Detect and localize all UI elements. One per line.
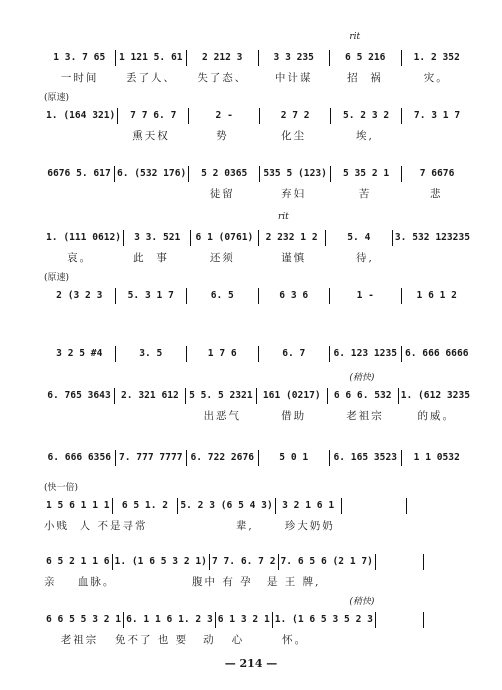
lyric-text <box>187 308 258 324</box>
measure-row <box>44 384 472 404</box>
lyric-text <box>115 186 186 202</box>
measure: 1 3. 7 65 <box>53 52 106 63</box>
lyric-text <box>115 408 186 424</box>
measure: 2 7 2 <box>280 110 310 121</box>
measure: 6. 722 2676 <box>190 452 255 463</box>
measure: 6. 5 <box>210 290 234 301</box>
measure: 2 232 1 2 <box>265 232 318 243</box>
measure: 3 3 235 <box>273 52 314 63</box>
lyric-row <box>44 250 472 266</box>
lyric-text: 免不了 也 要 <box>114 634 189 646</box>
lyric-text: 亲 血脉。 <box>44 576 116 588</box>
lyric-text <box>401 128 472 144</box>
lyric-text <box>148 518 213 534</box>
lyric-row <box>44 408 472 424</box>
measure: 7. 777 7777 <box>118 452 183 463</box>
measure: 535 5 (123) <box>263 168 327 179</box>
measure: 7. 3 1 7 <box>413 110 461 121</box>
measure: 1 1 0532 <box>413 452 460 463</box>
lyric-text <box>330 632 401 648</box>
measure-row <box>44 550 472 570</box>
measure: 7. 6 5 6 (2 1 7) <box>280 556 373 567</box>
lyric-text: 丢了人、 <box>125 72 176 84</box>
lyric-text <box>44 408 115 424</box>
lyric-text: 是 王 牌, <box>266 576 321 588</box>
lyric-text <box>342 518 407 534</box>
barline <box>423 612 424 628</box>
measure: 1 121 5. 61 <box>118 52 183 63</box>
barline <box>423 554 424 570</box>
measure: 6 1 (0761) <box>195 232 254 243</box>
lyric-text: 势 <box>216 130 229 142</box>
lyric-text: 一时间 <box>60 72 99 84</box>
lyric-text <box>407 518 472 534</box>
measure: 6. 765 3643 <box>47 390 111 401</box>
measure: 6. 7 <box>282 348 306 359</box>
lyric-text: 腹中 有 孕 <box>192 576 253 588</box>
measure: 7 7. 6. 7 2 <box>211 556 276 567</box>
lyric-row <box>44 574 472 590</box>
lyric-text <box>401 308 472 324</box>
lyric-text <box>329 308 400 324</box>
measure: 6 5 2 1 1 6 <box>46 556 110 567</box>
measure-row <box>44 494 472 514</box>
expression-mark: (稍快) <box>349 597 375 607</box>
measure: 6 5 216 <box>345 52 386 63</box>
lyric-text: 徒留 <box>209 188 235 200</box>
measure: 1 7 6 <box>207 348 237 359</box>
barline <box>375 612 376 628</box>
measure: 1. (1 6 5 3 2 1) <box>114 556 207 567</box>
measure-row <box>44 608 472 628</box>
measure: 1. (164 321) <box>46 110 116 121</box>
lyric-text: 借助 <box>281 410 307 422</box>
measure-row <box>44 284 472 304</box>
lyric-text <box>258 308 329 324</box>
measure: 6 6 6. 532 <box>333 390 392 401</box>
measure: 5 0 1 <box>279 452 309 463</box>
measure-row <box>44 46 472 66</box>
measure: 5 35 2 1 <box>342 168 390 179</box>
lyric-text: 失了态、 <box>197 72 248 84</box>
lyric-text <box>115 308 186 324</box>
lyric-text <box>401 574 472 590</box>
lyric-text <box>401 250 472 266</box>
lyric-text: 苦 <box>358 188 372 200</box>
measure: 5. 2 3 (6 5 4 3) <box>180 500 273 511</box>
lyric-row <box>44 70 472 86</box>
measure: 6 5 1. 2 <box>121 500 169 511</box>
lyric-text: 化尘 <box>281 130 307 142</box>
measure: 1. 2 352 <box>413 52 460 63</box>
measure: 6. 1 1 6 1. 2 3 <box>126 614 213 625</box>
measure: 6. 666 6666 <box>404 348 469 359</box>
measure: 1 - <box>356 290 374 301</box>
measure: 5. 4 <box>347 232 371 243</box>
measure: 3 2 5 #4 <box>56 348 103 359</box>
lyric-row <box>44 186 472 202</box>
measure: 2. 321 612 <box>121 390 179 401</box>
page-number: — 214 — <box>224 657 278 670</box>
measure-row <box>44 446 472 466</box>
lyric-text: 埃, <box>356 130 374 142</box>
lyric-text <box>44 186 115 202</box>
lyric-text: 辈, <box>235 520 254 532</box>
lyric-text: 还须 <box>209 252 235 264</box>
measure-row <box>44 342 472 362</box>
lyric-row <box>44 128 472 144</box>
measure: 7 7 6. 7 <box>130 110 177 121</box>
measure: 6. 666 6356 <box>47 452 112 463</box>
measure-row <box>44 226 472 246</box>
lyric-text <box>115 574 186 590</box>
expression-mark: rit <box>278 212 289 222</box>
measure: 6 1 3 2 1 <box>217 614 270 625</box>
lyric-text: 招 祸 <box>347 72 383 84</box>
measure: 2 - <box>215 110 233 121</box>
lyric-text: 中计谋 <box>274 72 313 84</box>
lyric-row <box>44 308 472 324</box>
barline <box>341 498 342 514</box>
measure: 2 (3 2 3 <box>56 290 103 301</box>
expression-mark: rit <box>349 32 361 42</box>
measure: 5 2 0365 <box>201 168 248 179</box>
lyric-text: 怀。 <box>282 634 308 646</box>
lyric-text: 熏天权 <box>132 130 170 142</box>
measure: 5. 2 3 2 <box>342 110 390 121</box>
measure: 161 (0217) <box>262 390 321 401</box>
lyric-text: 此 事 <box>133 252 169 264</box>
tempo-marking: (原速) <box>44 273 70 283</box>
lyric-text: 出恶气 <box>203 410 242 422</box>
measure: 1. (1 6 5 3 5 2 3 <box>274 614 373 625</box>
lyric-text <box>329 574 400 590</box>
lyric-text: 老祖宗 <box>346 410 384 422</box>
lyric-text: 悲 <box>430 188 443 200</box>
measure: 3 2 1 6 1 <box>282 500 335 511</box>
lyric-text: 谨慎 <box>281 252 307 264</box>
measure: 1 5 6 1 1 1 <box>46 500 110 511</box>
lyric-text: 珍大奶奶 <box>284 520 335 532</box>
measure: 3. 532 123235 <box>394 232 470 243</box>
measure: 6. 165 3523 <box>333 452 398 463</box>
measure: 6 6 5 5 3 2 1 <box>46 614 122 625</box>
tempo-marking: (快一倍) <box>44 483 79 493</box>
measure: 1 6 1 2 <box>416 290 457 301</box>
lyric-text: 小贱 人 不是寻常 <box>44 520 148 532</box>
measure: 6 3 6 <box>279 290 309 301</box>
lyric-text: 哀。 <box>67 252 93 264</box>
measure: 3. 5 <box>139 348 163 359</box>
barline <box>375 554 376 570</box>
lyric-text: 待, <box>356 252 374 264</box>
tempo-marking: (原速) <box>44 93 70 103</box>
measure: 5. 3 1 7 <box>127 290 174 301</box>
lyric-text: 的威。 <box>417 410 456 422</box>
measure: 5 5. 5 2321 <box>189 390 253 401</box>
measure: 7 6676 <box>419 168 455 179</box>
lyric-text: 弃妇 <box>281 188 307 200</box>
lyric-row <box>44 632 472 648</box>
measure: 6676 5. 617 <box>47 168 111 179</box>
lyric-text <box>401 632 472 648</box>
measure: 2 212 3 <box>202 52 243 63</box>
measure-row <box>44 104 472 124</box>
lyric-text <box>44 128 115 144</box>
measure: 6. 123 1235 <box>333 348 398 359</box>
lyric-text: 灾。 <box>423 72 449 84</box>
measure-row <box>44 162 472 182</box>
measure: 3 3. 521 <box>134 232 181 243</box>
lyric-text <box>44 308 115 324</box>
lyric-text: 老祖宗 <box>60 634 99 646</box>
measure: 1. (111 0612) <box>46 232 122 243</box>
measure: 6. (532 176) <box>116 168 187 179</box>
expression-mark: (稍快) <box>349 373 375 383</box>
barline <box>406 498 407 514</box>
lyric-text: 动 心 <box>203 634 245 646</box>
lyric-row <box>44 518 472 534</box>
measure: 1. (612 3235 <box>400 390 470 401</box>
